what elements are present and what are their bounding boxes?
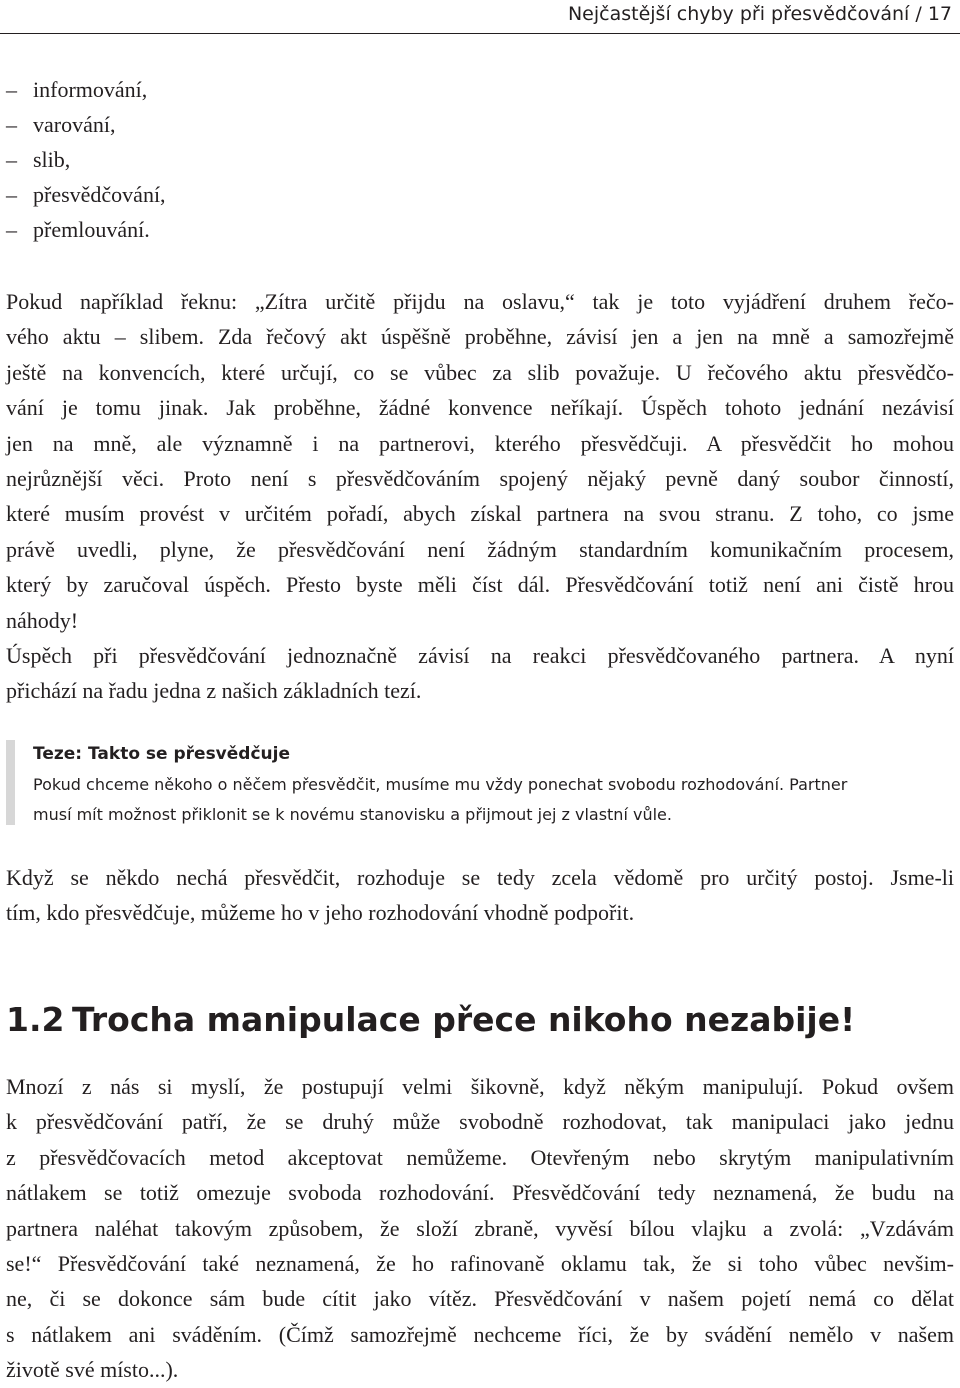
list-item: – přesvědčování, [6, 177, 166, 212]
running-header [0, 0, 960, 34]
dash-bullet: – [6, 217, 17, 242]
dash-bullet: – [6, 112, 17, 137]
dash-bullet: – [6, 147, 17, 172]
paragraph-promise: Pokud například řeknu: „Zítra určitě přijdu na oslavu,“ tak je toto vyjádření druhem řečo- vého aktu – slibem. Zda řečový akt úspěšně proběhne, závisí jen a jen na mně a samozřejmě ještě na konvencích, které určují, co se vůbec za slib považuje. U řečového aktu přesvědčo- vání je tomu jinak. Jak proběhne, žádné konvence neříkají. Úspěch tohoto jednání nezávisí jen na mně, ale významně i na partnerovi, kterého přesvědčuji. A přesvědčit ho mohou nejrůznější věci. Proto není s přesvědčováním spojený nějaký pevně daný soubor činností, které musím provést v určitém pořadí, abych získal partnera na svou stranu. Z toho, co jsme právě uvedli, plyne, že přesvědčování není žádným standardním komunikačním procesem, který by zaručoval úspěch. Přesto byste měli číst dál. Přesvědčování totiž není ani čistě hrou náhody! [6, 289, 954, 633]
section-title: Trocha manipulace přece nikoho nezabije! [72, 1000, 856, 1039]
list-item: – přemlouvání. [6, 212, 166, 247]
paragraph-decision: Když se někdo nechá přesvědčit, rozhoduje se tedy zcela vědomě pro určitý postoj. Jsme-li tím, kdo přesvědčuje, můžeme ho v jeho rozhodování vhodně podpořit. [6, 865, 954, 926]
paragraph-manipulation: Mnozí z nás si myslí, že postupují velmi šikovně, když někým manipulují. Pokud ovšem k přesvědčování patří, že se druhý může svobodně rozhodovat, tak manipulaci jako jednu z přesvědčovacích metod akceptovat nemůžeme. Otevřeným nebo skrytým manipulativním nátlakem se totiž omezuje svoboda rozhodování. Přesvědčování tedy neznamená, že budu na partnera naléhat takovým způsobem, že složí zbraně, vyvěsí bílou vlajku a zvolá: „Vzdávám se!“ Přesvědčování také neznamená, že ho rafinovaně oklamu tak, že si toho vůbec nevšim- ne, či se dokonce sám bude cítit jako vítěz. Přesvědčování v našem pojetí nemá co dělat s nátlakem ani sváděním. (Čímž samozřejmě nechceme říci, že by svádění nemělo v našem životě své místo...). [6, 1074, 954, 1383]
dash-bullet: – [6, 77, 17, 102]
list-item: – informování, [6, 72, 166, 107]
list-item: – varování, [6, 107, 166, 142]
thesis-title: Teze: Takto se přesvědčuje [33, 744, 291, 764]
dash-bullet: – [6, 182, 17, 207]
thesis-accent-bar [6, 740, 15, 825]
list-item: – slib, [6, 142, 166, 177]
speech-act-list [6, 72, 166, 247]
section-number: 1.2 [6, 1000, 65, 1039]
paragraph-success: Úspěch při přesvědčování jednoznačně závisí na reakci přesvědčovaného partnera. A nyní přichází na řadu jedna z našich základních tezí. [6, 643, 954, 704]
running-title: Nejčastější chyby při přesvědčování / 17 [567, 3, 952, 25]
thesis-box [6, 740, 954, 825]
section-heading [6, 996, 855, 1044]
thesis-text: Pokud chceme někoho o něčem přesvědčit, musíme mu vždy ponechat svobodu rozhodování. Partner musí mít možnost přiklonit se k novému stanovisku a přijmout jej z vlastní vůle. [33, 775, 848, 824]
